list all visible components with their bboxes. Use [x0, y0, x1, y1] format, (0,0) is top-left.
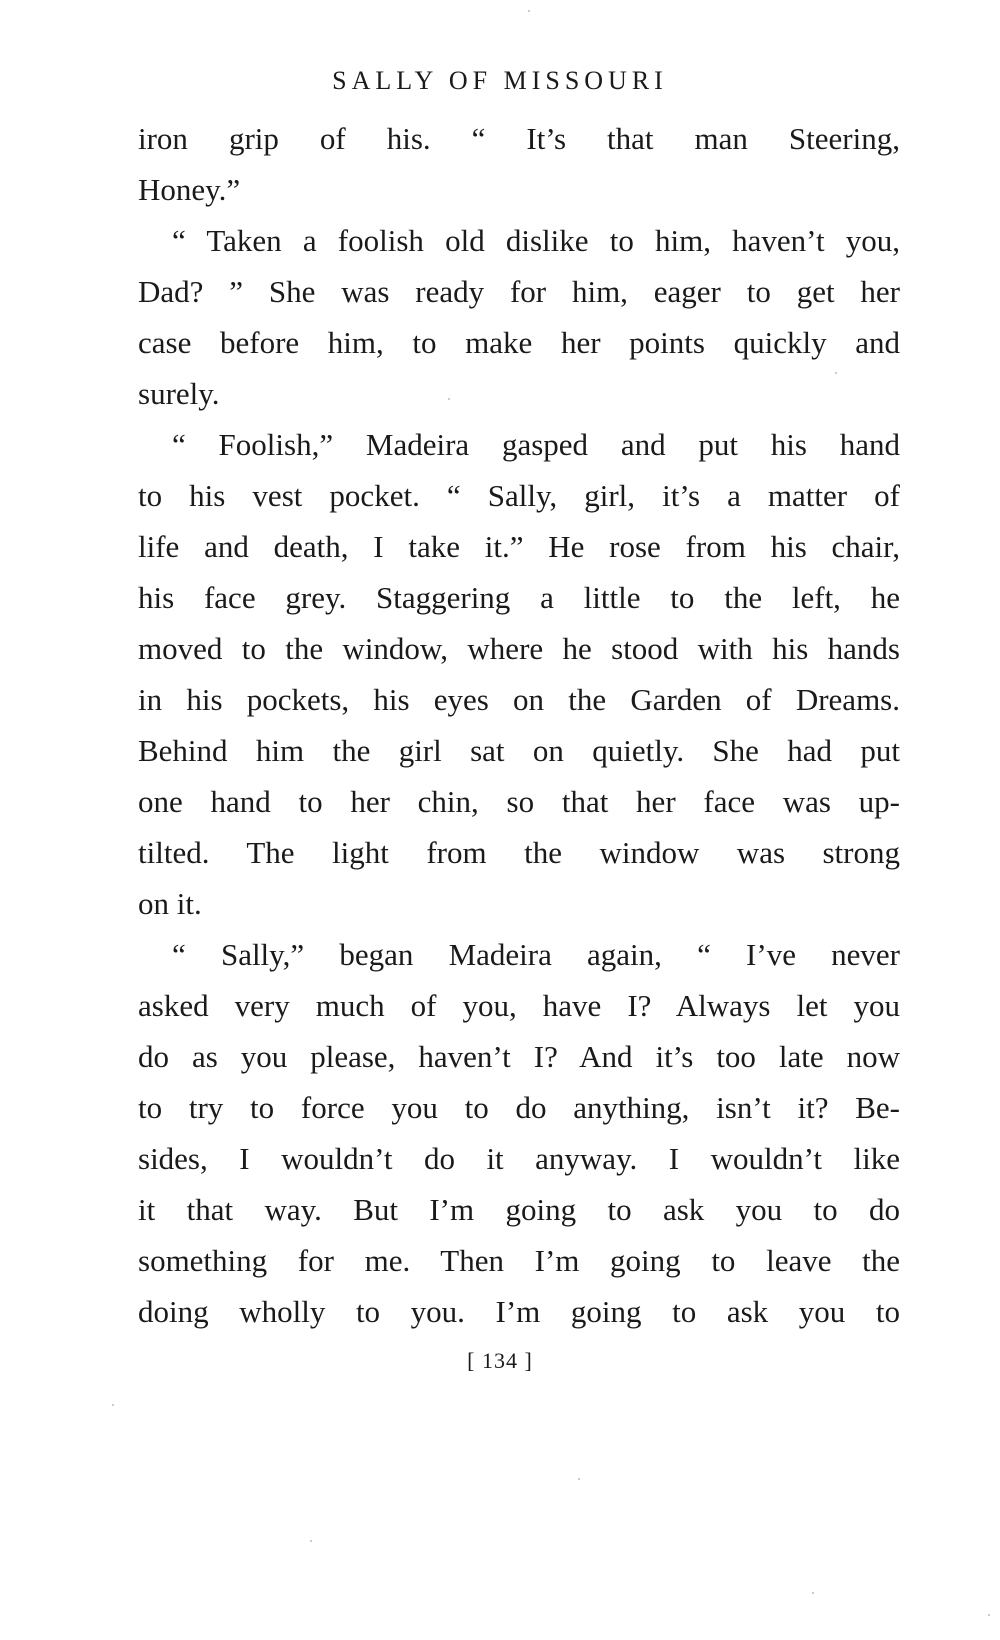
- paragraph: [138, 929, 900, 1337]
- text-line: asked very much of you, have I? Always let you: [138, 988, 900, 1023]
- text-line: doing wholly to you. I’m going to ask you to: [138, 1294, 900, 1329]
- body-text: [138, 113, 900, 1337]
- text-line: case before him, to make her points quickly and: [138, 325, 900, 360]
- scan-speck: [988, 1614, 990, 1616]
- scan-speck: [812, 1592, 814, 1594]
- text-line: “ Taken a foolish old dislike to him, haven’t you,: [172, 223, 900, 258]
- scan-speck: [448, 398, 450, 400]
- text-line: tilted. The light from the window was strong: [138, 835, 900, 870]
- text-line: Behind him the girl sat on quietly. She had put: [138, 733, 900, 768]
- text-line: his face grey. Staggering a little to the left, he: [138, 580, 900, 615]
- text-line: iron grip of his. “ It’s that man Steering,: [138, 121, 900, 156]
- text-line: life and death, I take it.” He rose from his chair,: [138, 529, 900, 564]
- paragraph: [138, 419, 900, 929]
- text-line: in his pockets, his eyes on the Garden of Dreams.: [138, 682, 900, 717]
- text-line: it that way. But I’m going to ask you to do: [138, 1192, 900, 1227]
- text-line: moved to the window, where he stood with his hands: [138, 631, 900, 666]
- page-number: [ 134 ]: [467, 1348, 533, 1373]
- scan-speck: [578, 1478, 580, 1480]
- scan-speck: [310, 1540, 312, 1542]
- text-line: “ Foolish,” Madeira gasped and put his hand: [172, 427, 900, 462]
- scan-speck: [835, 372, 837, 374]
- text-line: to try to force you to do anything, isn’t it? Be-: [138, 1090, 900, 1125]
- paragraph: [138, 215, 900, 419]
- text-line: surely.: [138, 376, 220, 411]
- text-line: something for me. Then I’m going to leave the: [138, 1243, 900, 1278]
- paragraph: [138, 113, 900, 215]
- text-line: “ Sally,” began Madeira again, “ I’ve never: [172, 937, 900, 972]
- scan-speck: [112, 1404, 114, 1406]
- running-head: SALLY OF MISSOURI: [332, 66, 668, 95]
- text-line: do as you please, haven’t I? And it’s too late now: [138, 1039, 900, 1074]
- scan-speck: [528, 10, 530, 12]
- text-line: Dad? ” She was ready for him, eager to get her: [138, 274, 900, 309]
- text-line: Honey.”: [138, 172, 241, 207]
- text-line: to his vest pocket. “ Sally, girl, it’s a matter of: [138, 478, 900, 513]
- text-line: on it.: [138, 886, 202, 921]
- text-line: sides, I wouldn’t do it anyway. I wouldn’t like: [138, 1141, 900, 1176]
- text-line: one hand to her chin, so that her face was up-: [138, 784, 900, 819]
